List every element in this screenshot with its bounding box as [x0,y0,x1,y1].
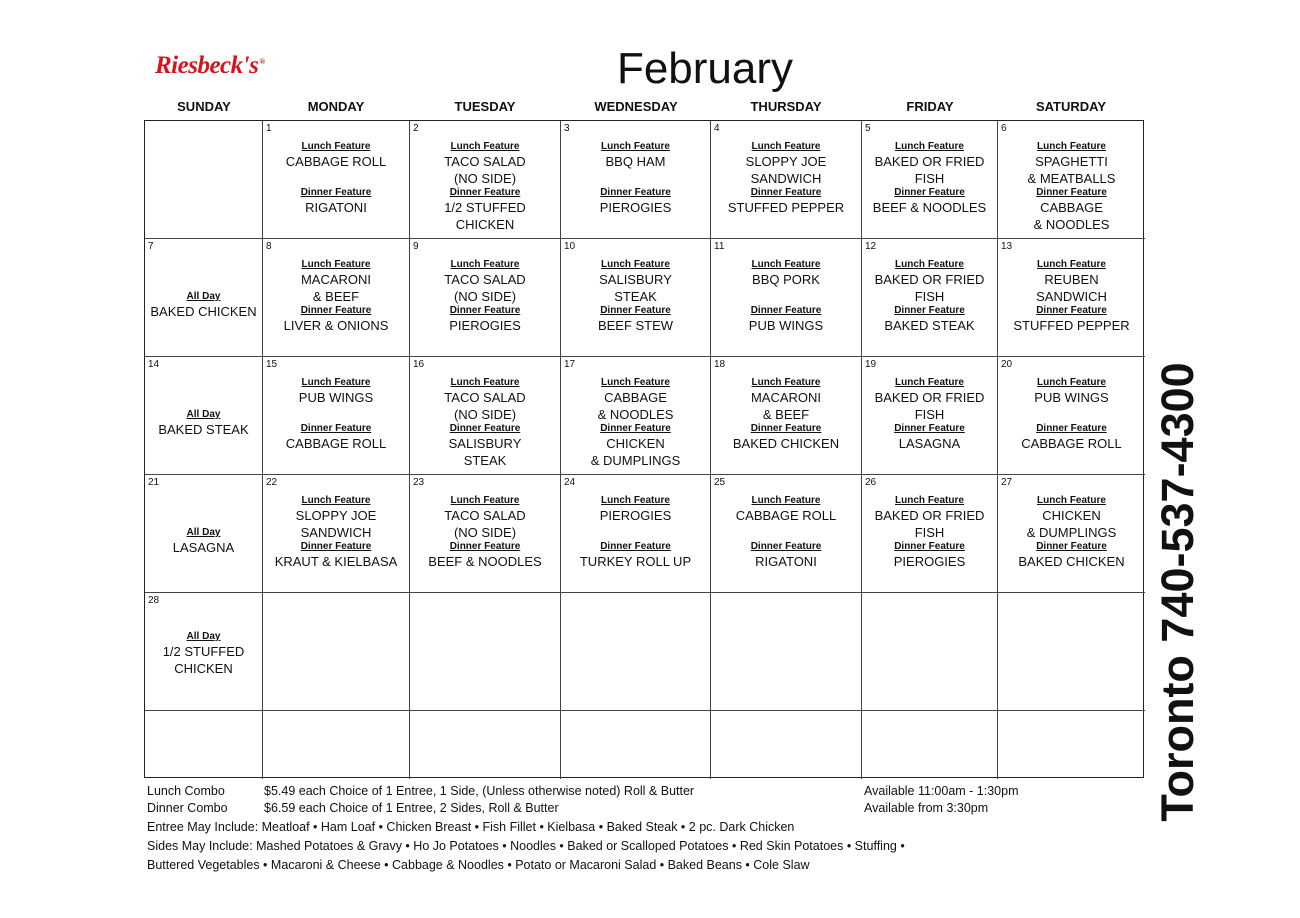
calendar-cell [145,475,263,593]
day-number: 1 [266,123,272,134]
dinner-item: BAKED CHICKEN [1018,554,1125,569]
day-number: 6 [1001,123,1007,134]
day-number: 9 [413,241,419,252]
day-number: 17 [564,359,576,370]
calendar-cell [263,475,410,593]
dinner-feature-label: Dinner Feature [1036,187,1107,198]
spacer [711,288,861,305]
spacer [263,406,409,423]
day-features [711,141,861,216]
lunch-item: BAKED OR FRIED [874,508,985,523]
day-number: 4 [714,123,720,134]
registered-mark: ® [259,56,265,66]
dinner-item: KRAUT & KIELBASA [274,554,398,569]
lunch-item: BAKED OR FRIED [874,390,985,405]
dinner-feature-label: Dinner Feature [449,541,521,552]
dinner-item: STUFFED PEPPER [727,200,845,215]
spacer [561,524,710,541]
lunch-feature-label: Lunch Feature [450,377,520,388]
dinner-item: LIVER & ONIONS [283,318,389,333]
calendar-cell [561,475,711,593]
lunch-item: PUB WINGS [1034,390,1109,405]
day-features [410,377,560,469]
day-features [561,495,710,570]
day-features [998,259,1145,334]
all-day-feature [145,631,262,677]
lunch-item: SANDWICH [750,171,822,186]
dinner-item: TURKEY ROLL UP [579,554,692,569]
weekday-header-4: THURSDAY [750,99,822,114]
dinner-item: CABBAGE [1040,200,1103,215]
weekday-header-3: WEDNESDAY [594,99,678,114]
dinner-feature-label: Dinner Feature [300,187,372,198]
weekday-header-6: SATURDAY [1035,99,1107,114]
lunch-item: (NO SIDE) [453,525,517,540]
lunch-item: TACO SALAD [444,154,526,169]
all-day-feature [145,291,262,320]
dinner-feature-label: Dinner Feature [1036,305,1107,316]
dinner-item: RIGATONI [305,200,367,215]
entree-options: Entree May Include: Meatloaf • Ham Loaf • Chicken Breast • Fish Fillet • Kielbasa • Baked Steak • 2 pc. Dark Chicken [147,820,795,834]
dinner-feature-label: Dinner Feature [449,305,521,316]
day-number: 16 [413,359,425,370]
calendar-cell [998,593,1145,711]
logo-text: Riesbeck's [155,52,259,79]
all-day-label: All Day [186,631,221,642]
sides-options-line-2: Buttered Vegetables • Macaroni & Cheese • Cabbage & Noodles • Potato or Macaroni Salad • Baked Beans • Cole Slaw [147,858,810,872]
dinner-feature-label: Dinner Feature [894,187,965,198]
lunch-feature-label: Lunch Feature [751,495,821,506]
lunch-feature-label: Lunch Feature [895,259,964,270]
calendar-cell [711,121,862,239]
day-features [561,377,710,469]
dinner-item: STEAK [463,453,507,468]
dinner-item: BAKED CHICKEN [732,436,840,451]
lunch-item: TACO SALAD [444,272,526,287]
calendar-cell [561,593,711,711]
calendar-cell [862,121,998,239]
lunch-feature-label: Lunch Feature [601,141,670,152]
lunch-item: FISH [914,289,945,304]
dinner-item: LASAGNA [898,436,961,451]
calendar-cell [145,239,263,357]
calendar-cell [998,121,1145,239]
calendar-cell [263,711,410,779]
dinner-feature-label: Dinner Feature [894,305,965,316]
day-number: 2 [413,123,419,134]
lunch-item: CABBAGE ROLL [285,154,387,169]
dinner-feature-label: Dinner Feature [1036,423,1107,434]
dinner-combo-label: Dinner Combo [147,801,228,815]
lunch-item: (NO SIDE) [453,407,517,422]
calendar-cell [998,239,1145,357]
dinner-item: PIEROGIES [449,318,521,333]
lunch-item: FISH [914,525,945,540]
day-number: 20 [1001,359,1013,370]
calendar-cell [263,239,410,357]
day-number: 19 [865,359,877,370]
day-number: 27 [1001,477,1013,488]
lunch-item: BBQ HAM [605,154,666,169]
day-number: 3 [564,123,570,134]
day-features [263,495,409,570]
lunch-item: PIEROGIES [599,508,672,523]
lunch-item: REUBEN [1044,272,1099,287]
calendar-cell [410,239,561,357]
all-day-item: BAKED CHICKEN [150,304,257,319]
day-features [263,141,409,216]
lunch-item: FISH [914,407,945,422]
all-day-item: LASAGNA [172,540,235,555]
all-day-label: All Day [186,291,221,302]
lunch-item: & BEEF [762,407,810,422]
dinner-feature-label: Dinner Feature [600,305,671,316]
day-features [410,259,560,334]
calendar-cell [711,357,862,475]
lunch-feature-label: Lunch Feature [751,259,821,270]
dinner-feature-label: Dinner Feature [300,305,372,316]
lunch-combo-text: $5.49 each Choice of 1 Entree, 1 Side, (Unless otherwise noted) Roll & Butter [264,784,695,798]
calendar-cell [410,711,561,779]
calendar-cell [998,357,1145,475]
day-number: 18 [714,359,726,370]
day-number: 13 [1001,241,1013,252]
sides-options-line-1: Sides May Include: Mashed Potatoes & Gravy • Ho Jo Potatoes • Noodles • Baked or Scalloped Potatoes • Red Skin Potatoes • Stuffing • [147,839,905,853]
day-features [263,259,409,334]
weekday-header-0: SUNDAY [177,99,231,114]
day-features [998,377,1145,452]
dinner-feature-label: Dinner Feature [600,541,671,552]
day-features [410,495,560,570]
dinner-item: & NOODLES [1033,217,1110,232]
all-day-feature [145,527,262,556]
lunch-item: PUB WINGS [298,390,374,405]
lunch-item: & MEATBALLS [1027,171,1116,186]
dinner-availability: Available from 3:30pm [864,801,989,815]
day-features [561,141,710,216]
day-number: 21 [148,477,160,488]
lunch-feature-label: Lunch Feature [301,377,371,388]
dinner-item: CHICKEN [606,436,665,451]
dinner-feature-label: Dinner Feature [300,541,372,552]
calendar-cell [145,593,263,711]
day-features [862,259,997,334]
phone-text: Toronto 740-537-4300 [1152,362,1203,822]
day-number: 25 [714,477,726,488]
dinner-item: BEEF & NOODLES [428,554,542,569]
all-day-item: BAKED STEAK [158,422,249,437]
lunch-combo-label: Lunch Combo [147,784,225,798]
dinner-item: BEEF & NOODLES [872,200,987,215]
lunch-item: CHICKEN [1042,508,1101,523]
lunch-feature-label: Lunch Feature [450,259,520,270]
dinner-combo-text: $6.59 each Choice of 1 Entree, 2 Sides, Roll & Butter [264,801,559,815]
day-features [561,259,710,334]
day-features [711,377,861,452]
calendar-grid [144,120,1144,778]
day-features [862,377,997,452]
lunch-item: BAKED OR FRIED [874,154,985,169]
lunch-feature-label: Lunch Feature [601,377,670,388]
calendar-cell [862,711,998,779]
dinner-feature-label: Dinner Feature [750,541,822,552]
lunch-item: SPAGHETTI [1035,154,1108,169]
calendar-cell [711,711,862,779]
dinner-item: BAKED STEAK [884,318,975,333]
dinner-item: CHICKEN [455,217,515,232]
day-features [862,141,997,216]
calendar-cell [711,239,862,357]
lunch-feature-label: Lunch Feature [450,141,520,152]
dinner-feature-label: Dinner Feature [449,187,521,198]
calendar-cell [561,357,711,475]
lunch-feature-label: Lunch Feature [301,259,371,270]
dinner-feature-label: Dinner Feature [600,187,671,198]
all-day-item: CHICKEN [174,661,233,676]
dinner-feature-label: Dinner Feature [750,305,822,316]
lunch-feature-label: Lunch Feature [1037,377,1106,388]
calendar-cell [862,239,998,357]
lunch-feature-label: Lunch Feature [1037,495,1106,506]
calendar-cell [862,475,998,593]
lunch-item: STEAK [614,289,657,304]
day-number: 10 [564,241,576,252]
calendar-cell [862,357,998,475]
dinner-item: BEEF STEW [597,318,674,333]
calendar-cell [998,475,1145,593]
dinner-item: CABBAGE ROLL [285,436,387,451]
day-number: 26 [865,477,877,488]
all-day-item: 1/2 STUFFED [162,644,245,659]
dinner-feature-label: Dinner Feature [750,187,822,198]
lunch-item: CABBAGE [604,390,667,405]
day-number: 5 [865,123,871,134]
calendar-cell [263,593,410,711]
day-number: 15 [266,359,278,370]
lunch-item: SLOPPY JOE [295,508,377,523]
day-number: 14 [148,359,160,370]
day-features [711,495,861,570]
day-features [998,141,1145,233]
spacer [711,524,861,541]
lunch-item: & BEEF [312,289,360,304]
day-number: 12 [865,241,877,252]
lunch-item: MACARONI [300,272,372,287]
all-day-label: All Day [186,527,221,538]
day-features [998,495,1145,570]
dinner-feature-label: Dinner Feature [750,423,822,434]
store-phone [1150,342,1206,842]
dinner-feature-label: Dinner Feature [894,541,965,552]
lunch-item: SLOPPY JOE [745,154,827,169]
day-features [263,377,409,452]
calendar-cell [410,475,561,593]
lunch-item: SANDWICH [300,525,372,540]
day-features [410,141,560,233]
weekday-header-2: TUESDAY [454,99,516,114]
weekday-header-5: FRIDAY [906,99,954,114]
lunch-feature-label: Lunch Feature [601,495,670,506]
lunch-feature-label: Lunch Feature [601,259,670,270]
day-number: 8 [266,241,272,252]
calendar-cell [263,121,410,239]
lunch-item: TACO SALAD [444,508,526,523]
dinner-item: PIEROGIES [893,554,966,569]
lunch-feature-label: Lunch Feature [751,377,821,388]
lunch-item: MACARONI [750,390,822,405]
lunch-availability: Available 11:00am - 1:30pm [864,784,1019,798]
dinner-item: STUFFED PEPPER [1013,318,1130,333]
calendar-cell [145,711,263,779]
calendar-cell [410,593,561,711]
lunch-feature-label: Lunch Feature [450,495,520,506]
lunch-feature-label: Lunch Feature [301,141,371,152]
calendar-cell [145,357,263,475]
calendar-cell [561,711,711,779]
calendar-cell [711,593,862,711]
day-number: 22 [266,477,278,488]
dinner-feature-label: Dinner Feature [894,423,965,434]
lunch-item: CABBAGE ROLL [735,508,837,523]
calendar-cell [862,593,998,711]
lunch-feature-label: Lunch Feature [1037,141,1106,152]
lunch-item: SANDWICH [1036,289,1107,304]
day-number: 24 [564,477,576,488]
lunch-item: BAKED OR FRIED [874,272,985,287]
day-features [711,259,861,334]
all-day-label: All Day [186,409,221,420]
lunch-item: & NOODLES [597,407,674,422]
riesbecks-logo [155,52,265,80]
day-features [862,495,997,570]
spacer [263,170,409,187]
day-number: 11 [714,241,725,252]
dinner-feature-label: Dinner Feature [1036,541,1107,552]
lunch-item: & DUMPLINGS [1026,525,1117,540]
month-title: February [616,44,794,93]
lunch-feature-label: Lunch Feature [895,377,964,388]
weekday-header-1: MONDAY [307,99,365,114]
dinner-item: 1/2 STUFFED [444,200,526,215]
lunch-item: FISH [914,171,945,186]
dinner-feature-label: Dinner Feature [300,423,372,434]
dinner-item: SALISBURY [448,436,522,451]
lunch-feature-label: Lunch Feature [301,495,371,506]
calendar-cell [410,357,561,475]
lunch-feature-label: Lunch Feature [895,141,964,152]
dinner-item: & DUMPLINGS [590,453,681,468]
dinner-feature-label: Dinner Feature [449,423,521,434]
dinner-item: CABBAGE ROLL [1021,436,1122,451]
day-number: 7 [148,241,154,252]
calendar-cell [145,121,263,239]
day-number: 23 [413,477,425,488]
lunch-item: BBQ PORK [752,272,820,287]
dinner-item: RIGATONI [755,554,817,569]
dinner-item: PUB WINGS [748,318,824,333]
calendar-cell [561,239,711,357]
spacer [998,406,1145,423]
lunch-feature-label: Lunch Feature [895,495,964,506]
dinner-item: PIEROGIES [599,200,672,215]
calendar-cell [998,711,1145,779]
all-day-feature [145,409,262,438]
calendar-cell [263,357,410,475]
spacer [561,170,710,187]
lunch-item: (NO SIDE) [453,289,517,304]
lunch-feature-label: Lunch Feature [751,141,821,152]
lunch-item: TACO SALAD [444,390,526,405]
lunch-item: (NO SIDE) [453,171,517,186]
day-number: 28 [148,595,160,606]
calendar-cell [561,121,711,239]
dinner-feature-label: Dinner Feature [600,423,671,434]
calendar-cell [711,475,862,593]
lunch-item: SALISBURY [599,272,672,287]
lunch-feature-label: Lunch Feature [1037,259,1106,270]
calendar-cell [410,121,561,239]
